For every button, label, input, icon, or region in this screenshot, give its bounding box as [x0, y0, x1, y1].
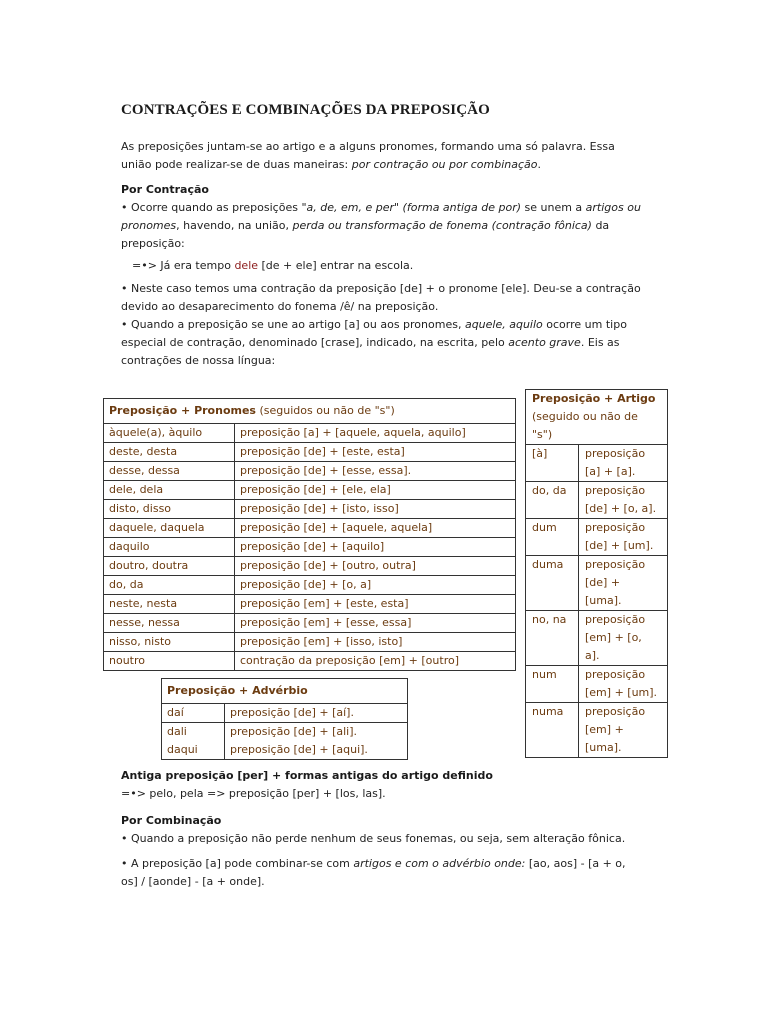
pronomes-table-header-row: [104, 399, 516, 424]
table-cell: daí: [162, 704, 225, 723]
table-row: [104, 462, 516, 481]
table-row: [526, 519, 668, 556]
table-row: [526, 666, 668, 703]
artigo-header-bold: Preposição + Artigo: [532, 392, 656, 405]
table-cell: deste, desta: [104, 443, 235, 462]
bullet-3-text: • Quando a preposição se une ao artigo [a] ou aos pronomes,: [121, 318, 465, 331]
table-cell: preposição [de] + [outro, outra]: [235, 557, 516, 576]
table-row: [104, 614, 516, 633]
table-row: [162, 723, 408, 760]
table-row: [104, 633, 516, 652]
adverbio-table: [161, 678, 408, 760]
table-row: [104, 424, 516, 443]
table-cell: [579, 519, 668, 556]
table-row: [104, 443, 516, 462]
table-row: [104, 481, 516, 500]
cell-line: preposição: [585, 521, 646, 534]
cell-line: preposição: [585, 447, 646, 460]
cell-line: [de] + [um].: [585, 539, 654, 552]
combinacao-bullet-2: [121, 855, 681, 891]
intro-period: .: [537, 158, 542, 171]
cell-line: preposição [de] + [ali].: [230, 725, 358, 738]
cell-line: [de] +: [585, 576, 621, 589]
table-cell: daquele, daquela: [104, 519, 235, 538]
cell-line: [de] + [o, a].: [585, 502, 657, 515]
table-cell: dum: [526, 519, 579, 556]
cell-line: a].: [585, 649, 600, 662]
bullet-3-emphasis-2: acento grave: [508, 336, 581, 349]
combinacao-text-2: [ao, aos] - [a + o,: [525, 857, 626, 870]
table-cell: preposição [de] + [aquilo]: [235, 538, 516, 557]
adverbio-header-bold: Preposição + Advérbio: [167, 684, 308, 697]
cell-line: preposição: [585, 484, 646, 497]
cell-line: preposição: [585, 705, 646, 718]
table-row: [104, 500, 516, 519]
bullet-1-emphasis-2: artigos ou: [585, 201, 641, 214]
table-cell: neste, nesta: [104, 595, 235, 614]
table-cell: noutro: [104, 652, 235, 671]
combinacao-section: [121, 812, 681, 848]
bullet-2-line-1: • Neste caso temos uma contração da preposição [de] + o pronome [ele]. Deu-se a contração: [121, 282, 641, 295]
artigo-header-normal-1: (seguido ou não de: [532, 410, 638, 423]
table-cell: preposição [de] + [o, a]: [235, 576, 516, 595]
pronomes-table: [103, 398, 516, 671]
bullet-1-text: • Ocorre quando as preposições: [121, 201, 302, 214]
pronomes-header-normal: (seguidos ou não de "s"): [255, 404, 395, 417]
pronomes-header-bold: Preposição + Pronomes: [109, 404, 256, 417]
table-cell: preposição [em] + [esse, essa]: [235, 614, 516, 633]
table-row: [104, 538, 516, 557]
table-row: [526, 611, 668, 666]
cell-line: preposição: [585, 613, 646, 626]
table-row: [104, 519, 516, 538]
table-cell: preposição [em] + [isso, isto]: [235, 633, 516, 652]
table-cell: preposição [de] + [este, esta]: [235, 443, 516, 462]
example-text: =•> Já era tempo: [132, 259, 235, 272]
example-text-2: [de + ele] entrar na escola.: [258, 259, 414, 272]
table-row: [104, 595, 516, 614]
table-cell: [579, 556, 668, 611]
table-row: [526, 556, 668, 611]
table-row: [526, 703, 668, 758]
combinacao-emphasis: artigos e com o advérbio onde:: [353, 857, 526, 870]
table-cell: contração da preposição [em] + [outro]: [235, 652, 516, 671]
cell-line: [em] + [o,: [585, 631, 642, 644]
artigo-table-header: [526, 390, 668, 445]
table-row: [526, 482, 668, 519]
table-cell: num: [526, 666, 579, 703]
table-cell: nisso, nisto: [104, 633, 235, 652]
bullet-1-text-3: , havendo, na união,: [176, 219, 293, 232]
bullet-3-text-4: . Eis as: [580, 336, 620, 349]
artigo-table-header-row: [526, 390, 668, 445]
antiga-line: =•> pelo, pela => preposição [per] + [los, las].: [121, 787, 386, 800]
page-title: CONTRAÇÕES E COMBINAÇÕES DA PREPOSIÇÃO: [121, 102, 490, 118]
combinacao-bullet-1: • Quando a preposição não perde nenhum de seus fonemas, ou seja, sem alteração fônica.: [121, 832, 626, 845]
table-cell: desse, dessa: [104, 462, 235, 481]
table-row: [526, 445, 668, 482]
table-row: [104, 576, 516, 595]
table-cell: [579, 611, 668, 666]
cell-line: preposição [de] + [aqui].: [230, 743, 368, 756]
bullet-3-text-2: ocorre um tipo: [542, 318, 627, 331]
intro-paragraph: [121, 138, 681, 174]
contracao-heading: Por Contração: [121, 183, 209, 196]
cell-line: [a] + [a].: [585, 465, 636, 478]
combinacao-text: • A preposição [a] pode combinar-se com: [121, 857, 354, 870]
intro-line-2: união pode realizar-se de duas maneiras:: [121, 158, 352, 171]
adverbio-table-header: [162, 679, 408, 704]
combinacao-text-3: os] / [aonde] - [a + onde].: [121, 875, 265, 888]
table-cell: do, da: [526, 482, 579, 519]
cell-line: [uma].: [585, 741, 622, 754]
table-cell: preposição [de] + [aí].: [225, 704, 408, 723]
table-cell: [579, 482, 668, 519]
combinacao-heading: Por Combinação: [121, 814, 222, 827]
table-cell: preposição [em] + [este, esta]: [235, 595, 516, 614]
cell-line: preposição: [585, 668, 646, 681]
table-cell: [162, 723, 225, 760]
table-row: [104, 652, 516, 671]
artigo-table: [525, 389, 668, 758]
table-cell: [à]: [526, 445, 579, 482]
bullet-1-text-4: da: [591, 219, 610, 232]
table-cell: [579, 445, 668, 482]
bullet-1-emphasis-3: pronomes: [121, 219, 177, 232]
example-highlight: dele: [234, 259, 259, 272]
table-cell: duma: [526, 556, 579, 611]
contracao-bullets: [121, 280, 681, 370]
table-cell: [579, 703, 668, 758]
table-cell: preposição [de] + [aquele, aquela]: [235, 519, 516, 538]
table-cell: preposição [de] + [ele, ela]: [235, 481, 516, 500]
bullet-1-text-5: preposição:: [121, 237, 185, 250]
table-row: [104, 557, 516, 576]
bullet-1-emphasis-4: perda ou transformação de fonema (contração fônica): [292, 219, 592, 232]
artigo-header-normal-2: "s"): [532, 428, 553, 441]
adverbio-table-header-row: [162, 679, 408, 704]
cell-line: daqui: [167, 743, 198, 756]
table-cell: doutro, doutra: [104, 557, 235, 576]
table-cell: preposição [a] + [aquele, aquela, aquilo]: [235, 424, 516, 443]
cell-line: dali: [167, 725, 187, 738]
table-cell: preposição [de] + [isto, isso]: [235, 500, 516, 519]
antiga-heading: Antiga preposição [per] + formas antigas do artigo definido: [121, 769, 493, 782]
pronomes-table-header: [104, 399, 516, 424]
table-cell: preposição [de] + [esse, essa].: [235, 462, 516, 481]
table-cell: nesse, nessa: [104, 614, 235, 633]
table-cell: disto, disso: [104, 500, 235, 519]
antiga-section: [121, 767, 681, 803]
table-cell: numa: [526, 703, 579, 758]
bullet-1-text-2: se unem a: [521, 201, 586, 214]
table-cell: daquilo: [104, 538, 235, 557]
intro-emphasis: por contração ou por combinação: [351, 158, 538, 171]
table-cell: [225, 723, 408, 760]
cell-line: [em] + [um].: [585, 686, 658, 699]
table-cell: [579, 666, 668, 703]
bullet-3-text-5: contrações de nossa língua:: [121, 354, 276, 367]
example-line: [132, 257, 413, 275]
cell-line: preposição: [585, 558, 646, 571]
table-cell: dele, dela: [104, 481, 235, 500]
table-cell: àquele(a), àquilo: [104, 424, 235, 443]
contracao-section: [121, 181, 681, 253]
table-row: [162, 704, 408, 723]
intro-line-1: As preposições juntam-se ao artigo e a alguns pronomes, formando uma só palavra. Essa: [121, 140, 615, 153]
table-cell: do, da: [104, 576, 235, 595]
cell-line: [em] +: [585, 723, 624, 736]
bullet-3-emphasis: aquele, aquilo: [464, 318, 543, 331]
cell-line: [uma].: [585, 594, 622, 607]
bullet-3-text-3: especial de contração, denominado [crase], indicado, na escrita, pelo: [121, 336, 509, 349]
bullet-1-emphasis: "a, de, em, e per" (forma antiga de por): [301, 201, 522, 214]
bullet-2-line-2: devido ao desaparecimento do fonema /ê/ na preposição.: [121, 300, 439, 313]
table-cell: no, na: [526, 611, 579, 666]
